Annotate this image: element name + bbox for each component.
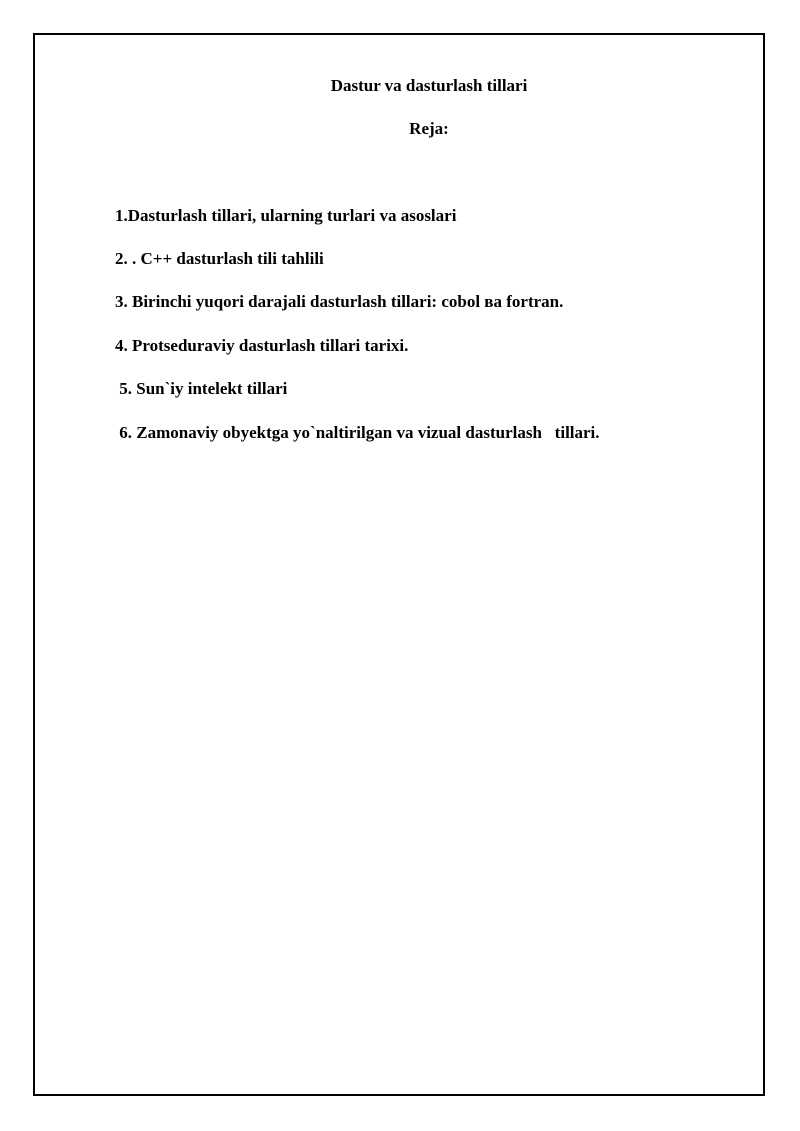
- page-border: [33, 33, 765, 1096]
- document-title: Dastur va dasturlash tillari: [330, 76, 528, 95]
- plan-item-2: 2. . C++ dasturlash tili tahlili: [115, 249, 324, 268]
- plan-heading: Reja:: [409, 119, 449, 138]
- plan-item-3: 3. Birinchi yuqori darajali dasturlash tillari: cobol ва fortran.: [115, 292, 564, 311]
- plan-item-4: 4. Protseduraviy dasturlash tillari tarixi.: [115, 336, 409, 355]
- plan-item-5: 5. Sun`iy intelekt tillari: [115, 379, 288, 398]
- plan-item-1: 1.Dasturlash tillari, ularning turlari va asoslari: [115, 206, 457, 225]
- plan-item-6: 6. Zamonaviy obyektga yo`naltirilgan va vizual dasturlash tillari.: [115, 423, 600, 442]
